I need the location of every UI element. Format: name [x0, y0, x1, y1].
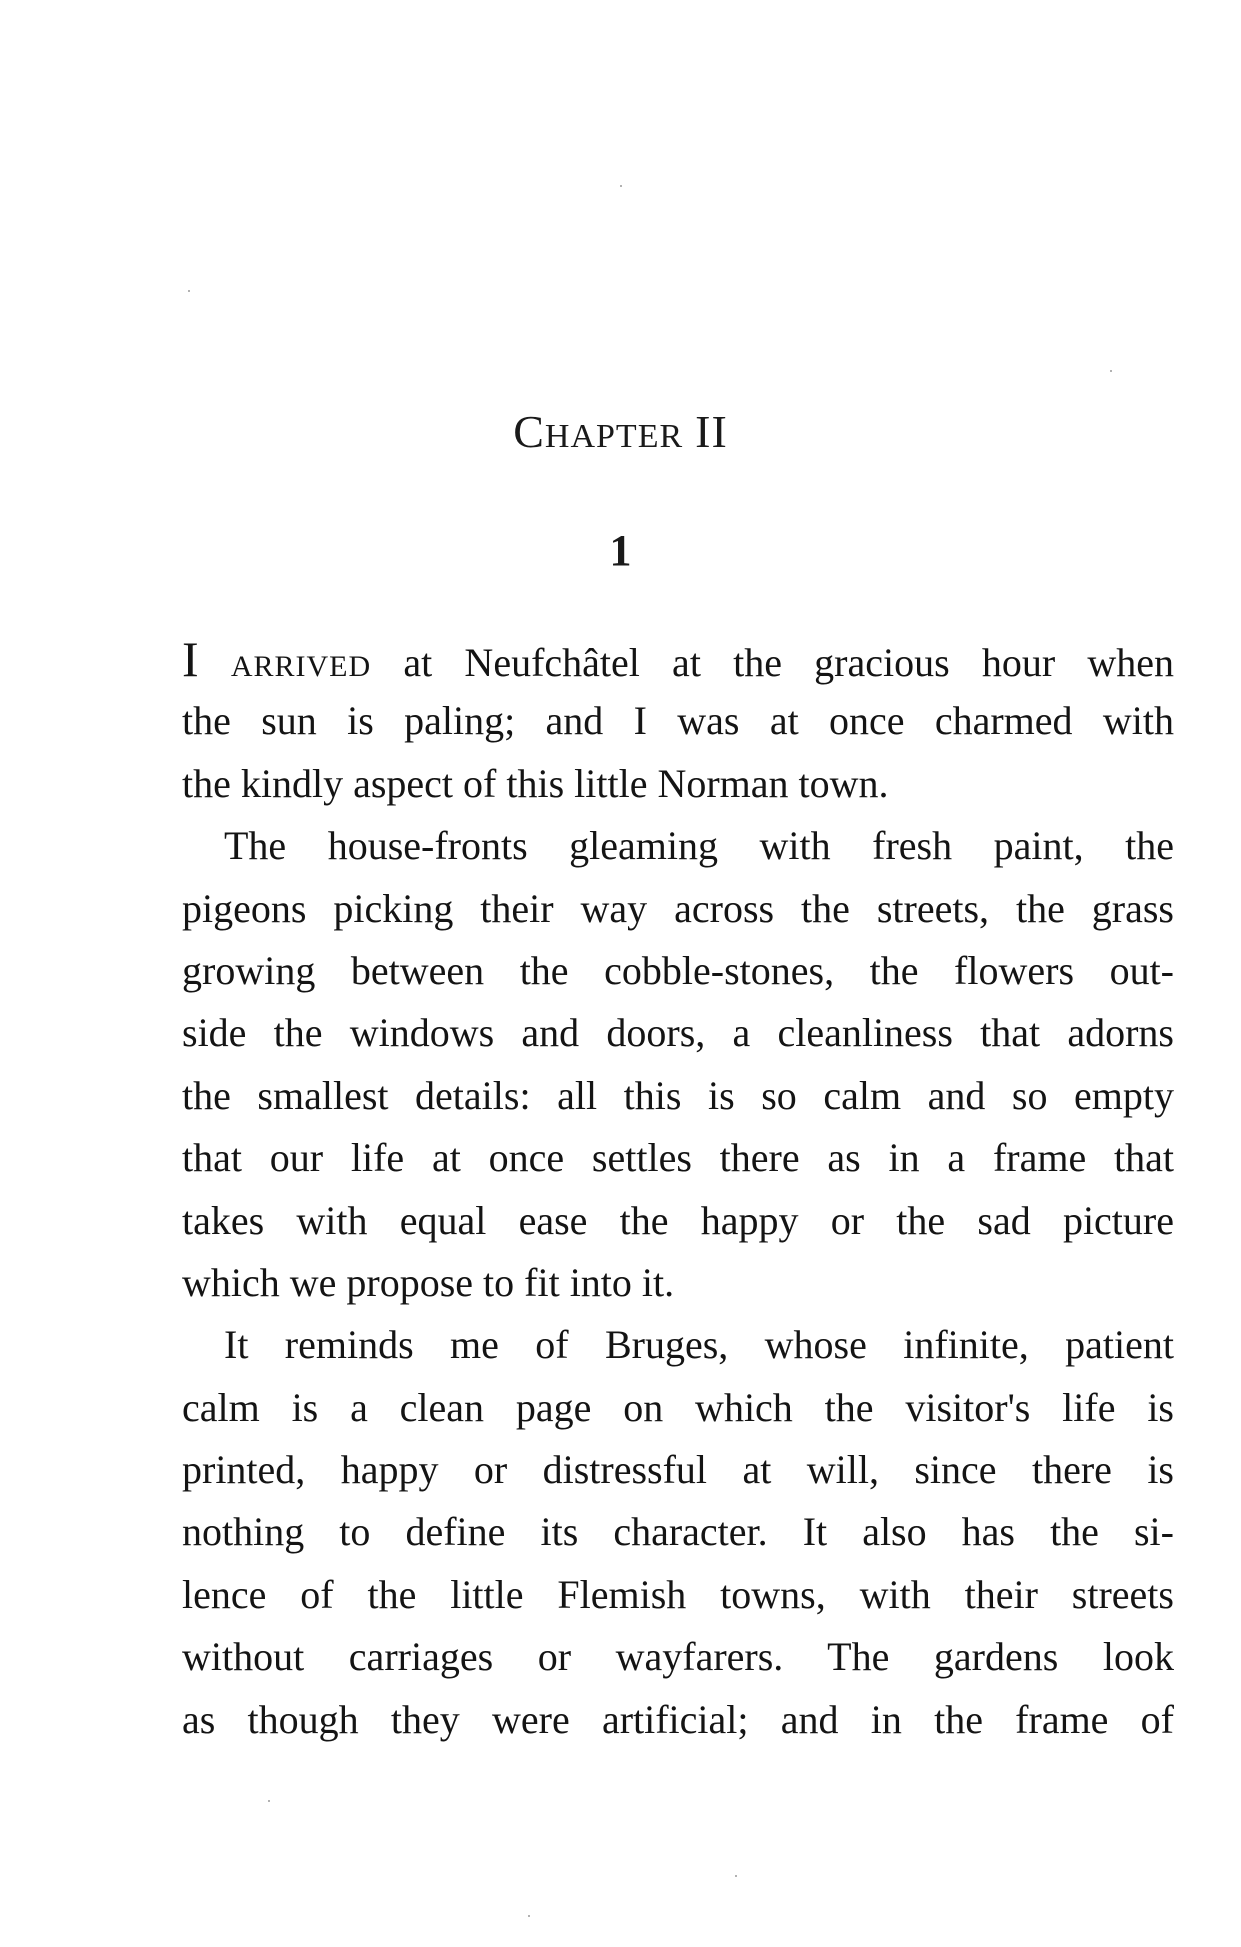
text-line: The house-fronts gleaming with fresh paint, the — [224, 823, 1174, 869]
chapter-label-rest: HAPTER — [544, 418, 684, 455]
text-line: which we propose to fit into it. — [182, 1259, 675, 1305]
text-line: side the windows and doors, a cleanliness that adorns — [182, 1010, 1174, 1056]
paragraph — [182, 1314, 1174, 1751]
text-line: as though they were artificial; and in the frame of — [182, 1696, 1174, 1742]
scan-speck — [188, 290, 190, 292]
scan-speck — [735, 1875, 737, 1877]
text-line — [182, 628, 1174, 690]
paragraph — [182, 628, 1174, 815]
chapter-numeral: II — [695, 406, 728, 457]
text-line: without carriages or wayfarers. The gardens look — [182, 1634, 1174, 1680]
text-line: the kindly aspect of this little Norman town. — [182, 760, 889, 806]
text-line: calm is a clean page on which the visitor's life is — [182, 1384, 1174, 1430]
chapter-heading — [0, 405, 1241, 458]
text-line: lence of the little Flemish towns, with their streets — [182, 1571, 1174, 1617]
section-number: 1 — [609, 526, 632, 575]
body-text — [182, 628, 1174, 1751]
opening-word-rest: ARRIVED — [230, 650, 372, 683]
text-line: pigeons picking their way across the streets, the grass — [182, 885, 1174, 931]
text-line: takes with equal ease the happy or the sad picture — [182, 1197, 1174, 1243]
text-line: the sun is paling; and I was at once charmed with — [182, 698, 1174, 744]
scan-speck — [268, 1800, 270, 1802]
text-line: growing between the cobble-stones, the flowers out- — [182, 947, 1174, 993]
scan-speck — [528, 1915, 530, 1917]
text-line: It reminds me of Bruges, whose infinite, patient — [224, 1322, 1174, 1368]
scan-speck — [1110, 370, 1112, 372]
text-line: printed, happy or distressful at will, since there is — [182, 1447, 1174, 1493]
paragraph — [182, 815, 1174, 1314]
opening-initial: I — [182, 631, 199, 687]
line-text: at Neufchâtel at the gracious hour when — [403, 640, 1174, 685]
chapter-label-initial: C — [513, 406, 545, 457]
text-line: the smallest details: all this is so calm and so empty — [182, 1072, 1174, 1118]
text-line: that our life at once settles there as in a frame that — [182, 1135, 1174, 1181]
scan-speck — [620, 185, 622, 187]
text-line: nothing to define its character. It also has the si- — [182, 1509, 1174, 1555]
